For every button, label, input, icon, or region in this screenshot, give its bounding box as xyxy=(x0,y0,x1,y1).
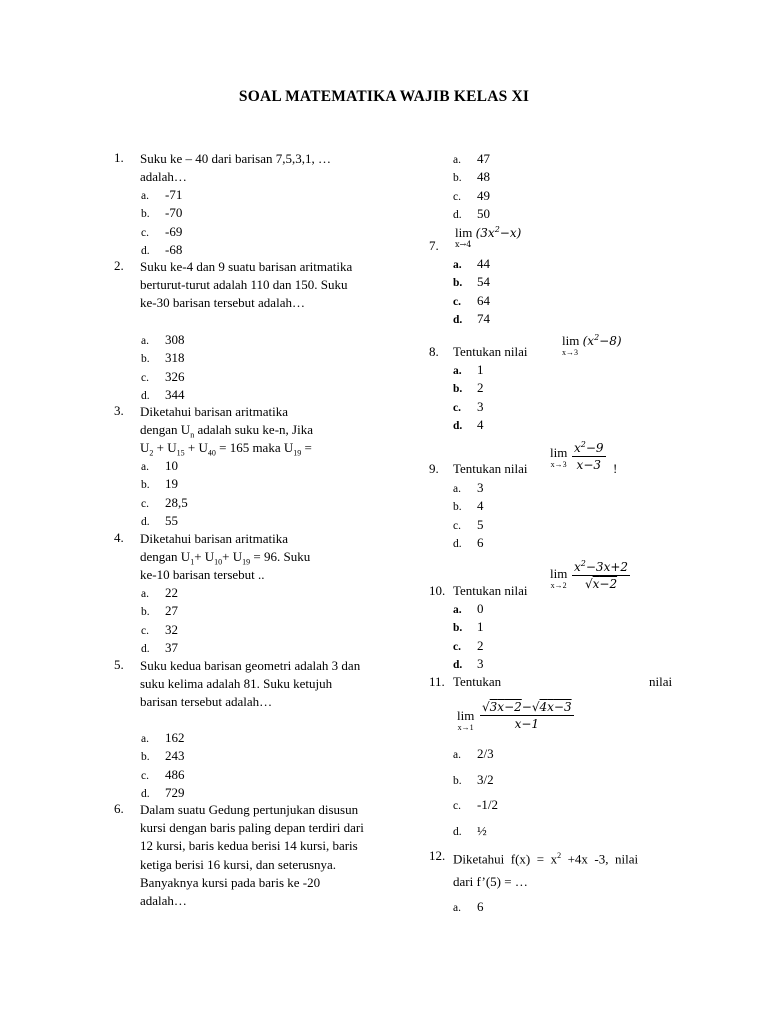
option-letter: b. xyxy=(453,277,463,290)
q6-option xyxy=(453,150,490,169)
question-text: Diketahui barisan aritmatika xyxy=(140,404,289,419)
q4-option xyxy=(141,639,178,658)
option-value: 1 xyxy=(477,362,484,377)
option-letter: b. xyxy=(141,751,150,764)
q1-option xyxy=(141,223,182,242)
option-value: 3 xyxy=(477,398,484,414)
option-value: 37 xyxy=(165,639,178,655)
q10-option xyxy=(453,618,484,637)
question-number: 3. xyxy=(114,403,124,418)
option-value: 3 xyxy=(477,480,484,495)
option-value: 308 xyxy=(165,332,185,347)
q5-option xyxy=(141,729,185,748)
question-text: dengan $U_1+ U_{10}+ U_{19} = 96$. Suku xyxy=(140,549,311,567)
option-value: 22 xyxy=(165,585,178,600)
option-letter: a. xyxy=(141,461,149,473)
option-letter: b. xyxy=(453,622,463,635)
option-letter: d. xyxy=(141,389,150,402)
option-value: 28,5 xyxy=(165,494,188,510)
option-letter: c. xyxy=(453,800,461,812)
option-value: 3/2 xyxy=(477,771,494,787)
q3-option xyxy=(141,475,178,494)
option-letter: c. xyxy=(141,371,149,384)
q4-option xyxy=(141,584,178,603)
q11-option xyxy=(453,745,494,764)
limit-word: lim x→1 xyxy=(457,708,475,732)
option-letter: a. xyxy=(453,259,462,271)
fraction: $\frac{√3x-2-√4x-3}{x-1}$ xyxy=(482,700,572,731)
question-number: 11. xyxy=(429,674,445,689)
option-value: 2 xyxy=(477,637,484,653)
punctuation: ! xyxy=(613,461,618,476)
option-value: 4 xyxy=(477,416,484,432)
option-letter: b. xyxy=(141,606,150,619)
q4-option xyxy=(141,621,178,640)
option-letter: a. xyxy=(453,604,462,616)
option-value: 729 xyxy=(165,784,185,800)
question-number: 12. xyxy=(429,848,446,863)
option-value: 1 xyxy=(477,619,484,635)
option-value: 27 xyxy=(165,603,178,619)
q1-option xyxy=(141,186,182,205)
question-text: Tentukan nilai xyxy=(453,344,528,359)
option-letter: a. xyxy=(141,190,149,202)
option-value: ½ xyxy=(477,822,487,838)
question-text: Diketahui barisan aritmatika xyxy=(140,531,289,546)
option-letter: b. xyxy=(141,353,150,366)
option-letter: d. xyxy=(141,244,150,257)
option-letter: c. xyxy=(141,497,149,510)
option-value: 44 xyxy=(477,256,490,271)
option-letter: a. xyxy=(453,154,461,166)
fraction: $\frac{x^2-9}{x-3}$ xyxy=(572,437,606,473)
option-value: 6 xyxy=(477,534,484,550)
option-letter: d. xyxy=(453,825,462,838)
limit-word: lim x→2 xyxy=(550,566,568,590)
option-value: 32 xyxy=(165,621,178,637)
q11-option xyxy=(453,771,494,790)
option-value: 318 xyxy=(165,350,185,366)
option-value: 74 xyxy=(477,310,490,326)
option-letter: d. xyxy=(141,642,150,655)
option-value: 64 xyxy=(477,292,490,308)
option-letter: c. xyxy=(141,769,149,782)
q10-option xyxy=(453,600,484,619)
option-value: 10 xyxy=(165,458,178,473)
option-value: 0 xyxy=(477,601,484,616)
q11-option xyxy=(453,796,498,815)
q9-option xyxy=(453,497,484,516)
option-value: 344 xyxy=(165,386,185,402)
q7-option xyxy=(453,310,490,329)
question-number: 1. xyxy=(114,150,124,165)
q7-option xyxy=(453,255,490,274)
q8-option xyxy=(453,416,484,435)
question-text: Tentukan nilai xyxy=(453,461,528,476)
option-letter: b. xyxy=(141,479,150,492)
option-letter: a. xyxy=(141,335,149,347)
q3-option xyxy=(141,457,178,476)
option-value: 47 xyxy=(477,151,490,166)
question-text: nilai xyxy=(649,674,673,689)
q8-option xyxy=(453,398,484,417)
q2-option xyxy=(141,349,185,368)
question-text: Dalam suatu Gedung pertunjukan disusun kursi dengan baris paling depan terdiri dari 12 kursi, baris kedua berisi 14 kursi, baris ketiga berisi 16 kursi, dan seterusnya. Banyaknya kursi pada baris ke -20 adalah… xyxy=(140,802,364,909)
option-letter: c. xyxy=(453,295,461,308)
option-letter: a. xyxy=(453,902,461,914)
question-text: Tentukan nilai xyxy=(453,583,528,598)
q3-option xyxy=(141,512,178,531)
option-letter: a. xyxy=(141,733,149,745)
question-number: 7. xyxy=(429,238,439,253)
q1-option xyxy=(141,204,182,223)
question-number: 5. xyxy=(114,657,124,672)
question-number: 6. xyxy=(114,801,124,816)
q4-option xyxy=(141,602,178,621)
option-letter: d. xyxy=(453,313,463,326)
q10-option xyxy=(453,637,484,656)
option-value: -68 xyxy=(165,241,183,257)
q10-option xyxy=(453,655,484,674)
question-text: ke-10 barisan tersebut .. xyxy=(140,567,265,582)
option-letter: c. xyxy=(453,190,461,203)
limit-expression: $\lim (x^2-8)$ x→3 xyxy=(562,333,622,357)
question-number: 8. xyxy=(429,344,439,359)
option-letter: c. xyxy=(453,640,461,653)
option-letter: b. xyxy=(453,774,462,787)
q11-option xyxy=(453,822,487,841)
option-letter: a. xyxy=(453,483,461,495)
question-number: 10. xyxy=(429,583,446,598)
option-value: 49 xyxy=(477,187,490,203)
option-letter: d. xyxy=(141,515,150,528)
q6-option xyxy=(453,187,490,206)
q6-option xyxy=(453,168,490,187)
limit-expression: $\lim (3x^2-x)$ x→4 xyxy=(455,225,522,249)
q5-option xyxy=(141,747,185,766)
option-value: 326 xyxy=(165,368,185,384)
option-letter: a. xyxy=(141,588,149,600)
option-value: 6 xyxy=(477,899,484,914)
option-value: -69 xyxy=(165,223,183,239)
option-value: 3 xyxy=(477,655,484,671)
q2-option xyxy=(141,368,185,387)
page-title: SOAL MATEMATIKA WAJIB KELAS XI xyxy=(238,88,530,105)
question-number: 4. xyxy=(114,530,124,545)
option-letter: d. xyxy=(141,787,150,800)
q9-option xyxy=(453,479,484,498)
option-value: 2/3 xyxy=(477,746,494,761)
option-value: 55 xyxy=(165,512,178,528)
option-value: 162 xyxy=(165,730,185,745)
option-value: 243 xyxy=(165,748,185,764)
option-letter: a. xyxy=(453,365,462,377)
q8-option xyxy=(453,361,484,380)
option-letter: a. xyxy=(453,749,461,761)
option-letter: d. xyxy=(453,658,463,671)
q12-option xyxy=(453,898,484,917)
option-letter: c. xyxy=(453,401,461,414)
q6-option xyxy=(453,205,490,224)
question-text: Diketahui $f(x) = x^2 +4x$ -3, nilai xyxy=(453,851,639,867)
q7-option xyxy=(453,273,490,292)
option-letter: c. xyxy=(141,226,149,239)
option-value: 48 xyxy=(477,169,490,185)
option-letter: b. xyxy=(453,383,463,396)
fraction: $\frac{x^2-3x+2}{√x-2}$ xyxy=(572,556,630,592)
option-value: 5 xyxy=(477,516,484,532)
option-letter: c. xyxy=(453,519,461,532)
option-value: 54 xyxy=(477,274,490,290)
q9-option xyxy=(453,516,484,535)
option-value: 2 xyxy=(477,380,484,396)
option-value: -1/2 xyxy=(477,797,498,812)
question-text: dengan $U_n$ adalah suku ke-n, Jika xyxy=(140,422,313,440)
option-letter: b. xyxy=(141,208,150,221)
question-number: 9. xyxy=(429,461,439,476)
option-value: 19 xyxy=(165,476,178,492)
option-letter: b. xyxy=(453,501,462,514)
question-text: Suku kedua barisan geometri adalah 3 dan suku kelima adalah 81. Suku ketujuh barisan tersebut adalah… xyxy=(140,658,361,710)
q7-option xyxy=(453,292,490,311)
option-value: 4 xyxy=(477,498,484,514)
question-text: Suku ke – 40 dari barisan 7,5,3,1, … adalah… xyxy=(140,151,332,185)
q5-option xyxy=(141,766,185,785)
question-text: Tentukan xyxy=(453,674,502,689)
option-letter: b. xyxy=(453,172,462,185)
option-value: -70 xyxy=(165,205,183,221)
option-value: -71 xyxy=(165,187,183,202)
option-letter: d. xyxy=(453,419,463,432)
question-text: $U_2 + U_{15} + U_{40} = 165$ maka $U_{19}$ = xyxy=(140,440,312,458)
option-letter: d. xyxy=(453,537,462,550)
option-value: 486 xyxy=(165,766,185,782)
option-letter: c. xyxy=(141,624,149,637)
q9-option xyxy=(453,534,484,553)
limit-word: lim x→3 xyxy=(550,445,568,469)
q8-option xyxy=(453,379,484,398)
q2-option xyxy=(141,331,185,350)
q3-option xyxy=(141,494,188,513)
question-text: dari f’(5) = … xyxy=(453,874,528,889)
question-text: Suku ke-4 dan 9 suatu barisan aritmatika berturut-turut adalah 110 dan 150. Suku ke-30 barisan tersebut adalah… xyxy=(140,259,353,311)
option-value: 50 xyxy=(477,205,490,221)
option-letter: d. xyxy=(453,208,462,221)
question-number: 2. xyxy=(114,258,124,273)
